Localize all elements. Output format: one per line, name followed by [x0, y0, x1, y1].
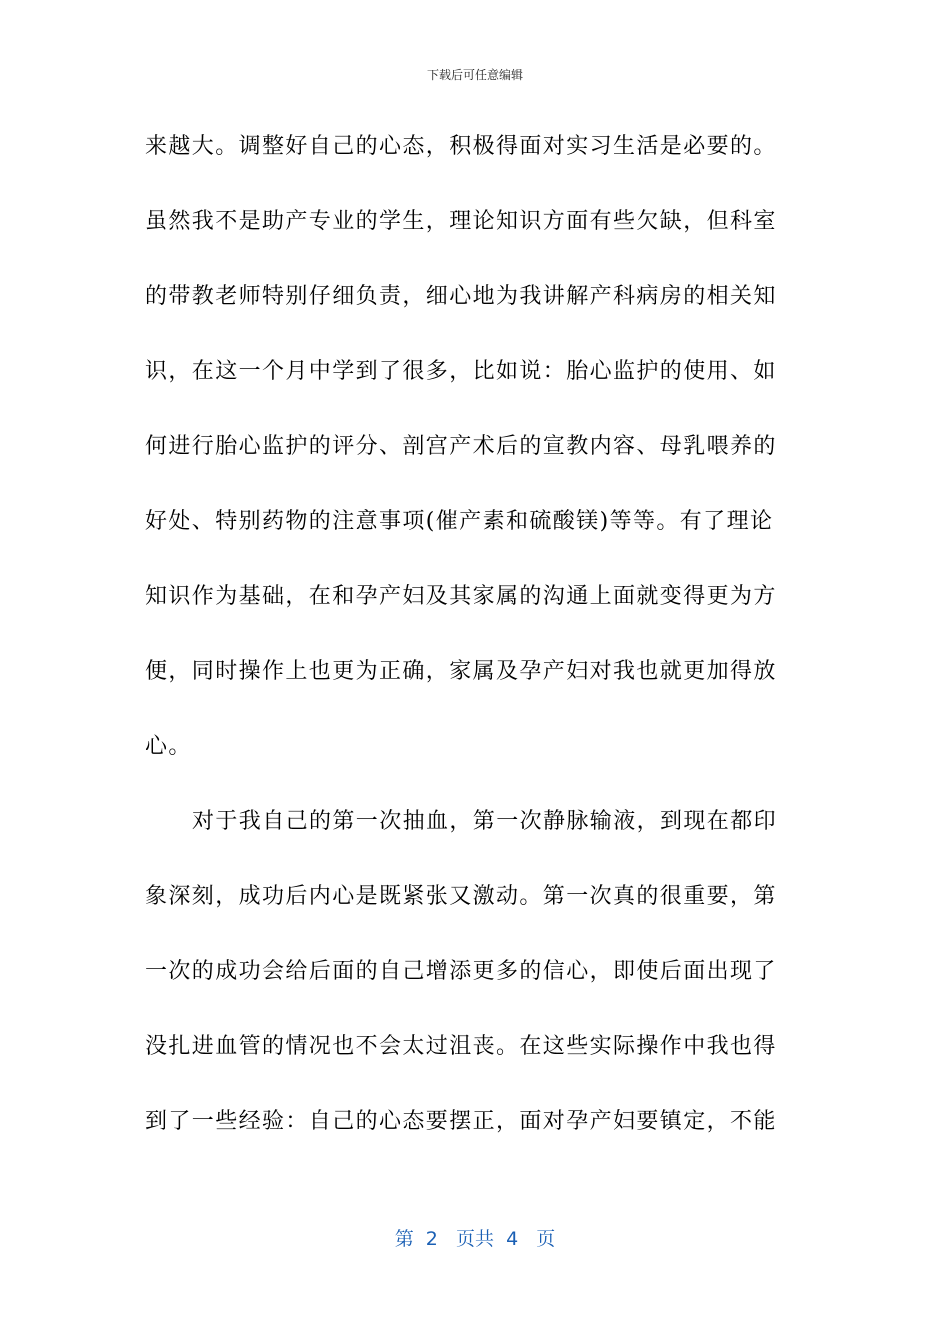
text-line: 好处、特别药物的注意事项(催产素和硫酸镁)等等。有了理论	[145, 509, 774, 534]
text-line: 没扎进血管的情况也不会太过沮丧。在这些实际操作中我也得	[145, 1034, 777, 1059]
text-line: 识，在这一个月中学到了很多，比如说：胎心监护的使用、如	[145, 359, 777, 384]
page-number-footer: 第 2 页共 4 页	[394, 1228, 556, 1250]
text-line: 便，同时操作上也更为正确，家属及孕产妇对我也就更加得放	[145, 659, 777, 684]
paragraph-first-line: 对于我自己的第一次抽血，第一次静脉输液，到现在都印	[192, 809, 778, 834]
text-line: 虽然我不是助产专业的学生，理论知识方面有些欠缺，但科室	[145, 209, 777, 234]
text-line: 来越大。调整好自己的心态，积极得面对实习生活是必要的。	[145, 134, 777, 159]
text-line: 何进行胎心监护的评分、剖宫产术后的宣教内容、母乳喂养的	[145, 434, 777, 459]
page-header: 下载后可任意编辑	[426, 68, 523, 82]
text-line: 象深刻，成功后内心是既紧张又激动。第一次真的很重要，第	[145, 884, 777, 909]
text-line: 到了一些经验：自己的心态要摆正，面对孕产妇要镇定，不能	[145, 1109, 777, 1134]
text-line: 的带教老师特别仔细负责，细心地为我讲解产科病房的相关知	[145, 284, 777, 309]
text-line: 心。	[145, 734, 192, 759]
text-line: 一次的成功会给后面的自己增添更多的信心，即使后面出现了	[145, 959, 777, 984]
text-line: 知识作为基础，在和孕产妇及其家属的沟通上面就变得更为方	[145, 584, 777, 609]
